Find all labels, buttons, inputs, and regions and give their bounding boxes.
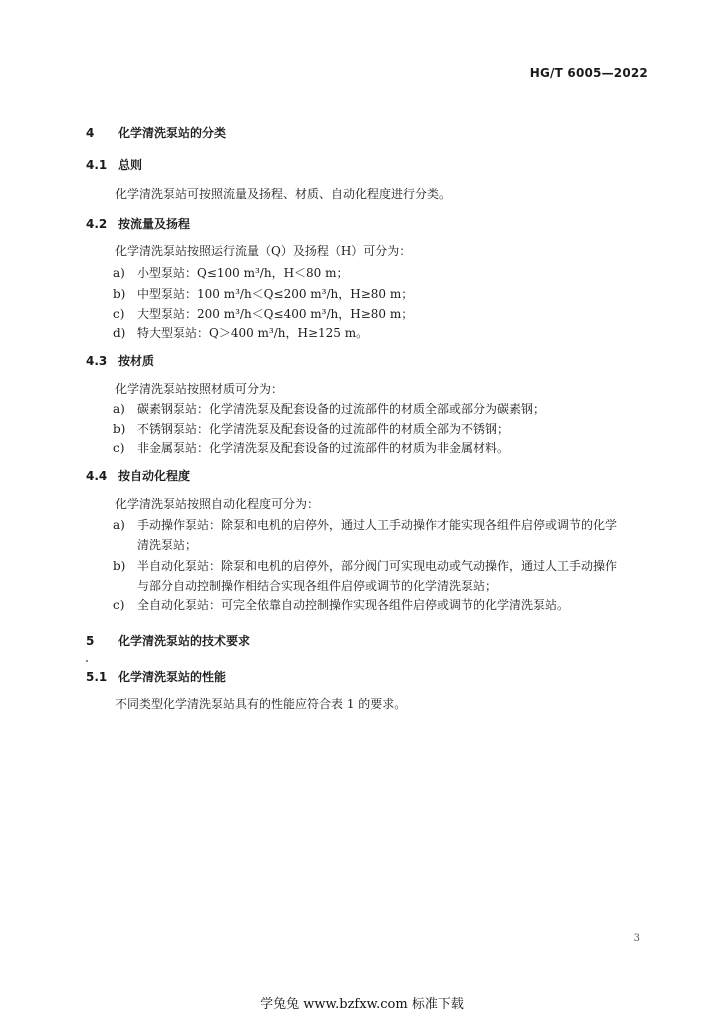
list-marker: b): [113, 287, 126, 301]
list-item-text: 不锈钢泵站：化学清洗泵及配套设备的过流部件的材质全部为不锈钢；: [137, 422, 510, 436]
section-4-3-intro: 化学清洗泵站按照材质可分为：: [115, 382, 284, 396]
section-5-heading: [86, 632, 250, 649]
list-marker: c): [113, 307, 125, 321]
section-4-3-heading: [86, 352, 154, 369]
list-item: [113, 596, 569, 613]
section-4-2-intro: 化学清洗泵站按照运行流量（Q）及扬程（H）可分为：: [115, 244, 412, 258]
list-item-text: 全自动化泵站：可完全依靠自动控制操作实现各组件启停或调节的化学清洗泵站。: [137, 598, 570, 612]
list-item: [113, 516, 617, 533]
list-marker: a): [113, 266, 125, 280]
list-item-text: 半自动化泵站：除泵和电机的启停外，部分阀门可实现电动或气动操作，通过人工手动操作: [137, 559, 618, 573]
section-number: 4.1: [86, 158, 108, 172]
list-marker: b): [113, 422, 126, 436]
footer-watermark: 学兔兔 www.bzfxw.com 标准下载: [260, 997, 464, 1012]
list-marker: b): [113, 559, 126, 573]
list-item-text: 中型泵站：100 m³/h＜Q≤200 m³/h，H≥80 m；: [137, 287, 414, 301]
section-title: 化学清洗泵站的技术要求: [118, 634, 251, 648]
list-item: [113, 285, 413, 302]
section-title: 按材质: [118, 354, 155, 368]
list-item-continuation: 与部分自动控制操作相结合实现各组件启停或调节的化学清洗泵站；: [137, 579, 498, 593]
list-item: [113, 305, 413, 322]
standard-code: HG/T 6005—2022: [529, 66, 648, 80]
list-item-text: 非金属泵站：化学清洗泵及配套设备的过流部件的材质为非金属材料。: [137, 441, 510, 455]
section-4-1-heading: [86, 156, 142, 173]
list-item: [113, 400, 545, 417]
list-item-text: 小型泵站：Q≤100 m³/h，H＜80 m；: [137, 266, 349, 280]
section-4-heading: [86, 124, 226, 141]
list-item-text: 手动操作泵站：除泵和电机的启停外，通过人工手动操作才能实现各组件启停或调节的化学: [137, 518, 618, 532]
section-title: 总则: [118, 158, 143, 172]
section-title: 按流量及扬程: [118, 217, 191, 231]
list-marker: a): [113, 518, 125, 532]
section-4-1-text: 化学清洗泵站可按照流量及扬程、材质、自动化程度进行分类。: [115, 187, 452, 201]
list-item-continuation: 清洗泵站；: [137, 538, 198, 552]
list-item: [113, 324, 368, 341]
list-item-text: 大型泵站：200 m³/h＜Q≤400 m³/h，H≥80 m；: [137, 307, 414, 321]
list-item: [113, 557, 617, 574]
section-4-4-heading: [86, 467, 190, 484]
list-item-text: 特大型泵站：Q＞400 m³/h，H≥125 m。: [137, 326, 369, 340]
list-item-text: 碳素钢泵站：化学清洗泵及配套设备的过流部件的材质全部或部分为碳素钢；: [137, 402, 546, 416]
page-number: 3: [633, 933, 640, 944]
list-marker: d): [113, 326, 126, 340]
list-item: [113, 264, 349, 281]
section-title: 化学清洗泵站的性能: [118, 670, 227, 684]
section-number: 5: [86, 634, 95, 648]
list-item: [113, 420, 509, 437]
section-title: 按自动化程度: [118, 469, 191, 483]
scan-speck: [86, 660, 88, 662]
section-number: 4.4: [86, 469, 108, 483]
section-4-4-intro: 化学清洗泵站按照自动化程度可分为：: [115, 497, 320, 511]
section-5-1-heading: [86, 668, 226, 685]
section-number: 5.1: [86, 670, 108, 684]
list-item: [113, 439, 509, 456]
section-5-1-text: 不同类型化学清洗泵站具有的性能应符合表 1 的要求。: [115, 697, 407, 711]
list-marker: c): [113, 441, 125, 455]
section-number: 4.3: [86, 354, 108, 368]
section-number: 4.2: [86, 217, 108, 231]
section-4-2-heading: [86, 215, 190, 232]
list-marker: c): [113, 598, 125, 612]
section-title: 化学清洗泵站的分类: [118, 126, 227, 140]
section-number: 4: [86, 126, 95, 140]
list-marker: a): [113, 402, 125, 416]
